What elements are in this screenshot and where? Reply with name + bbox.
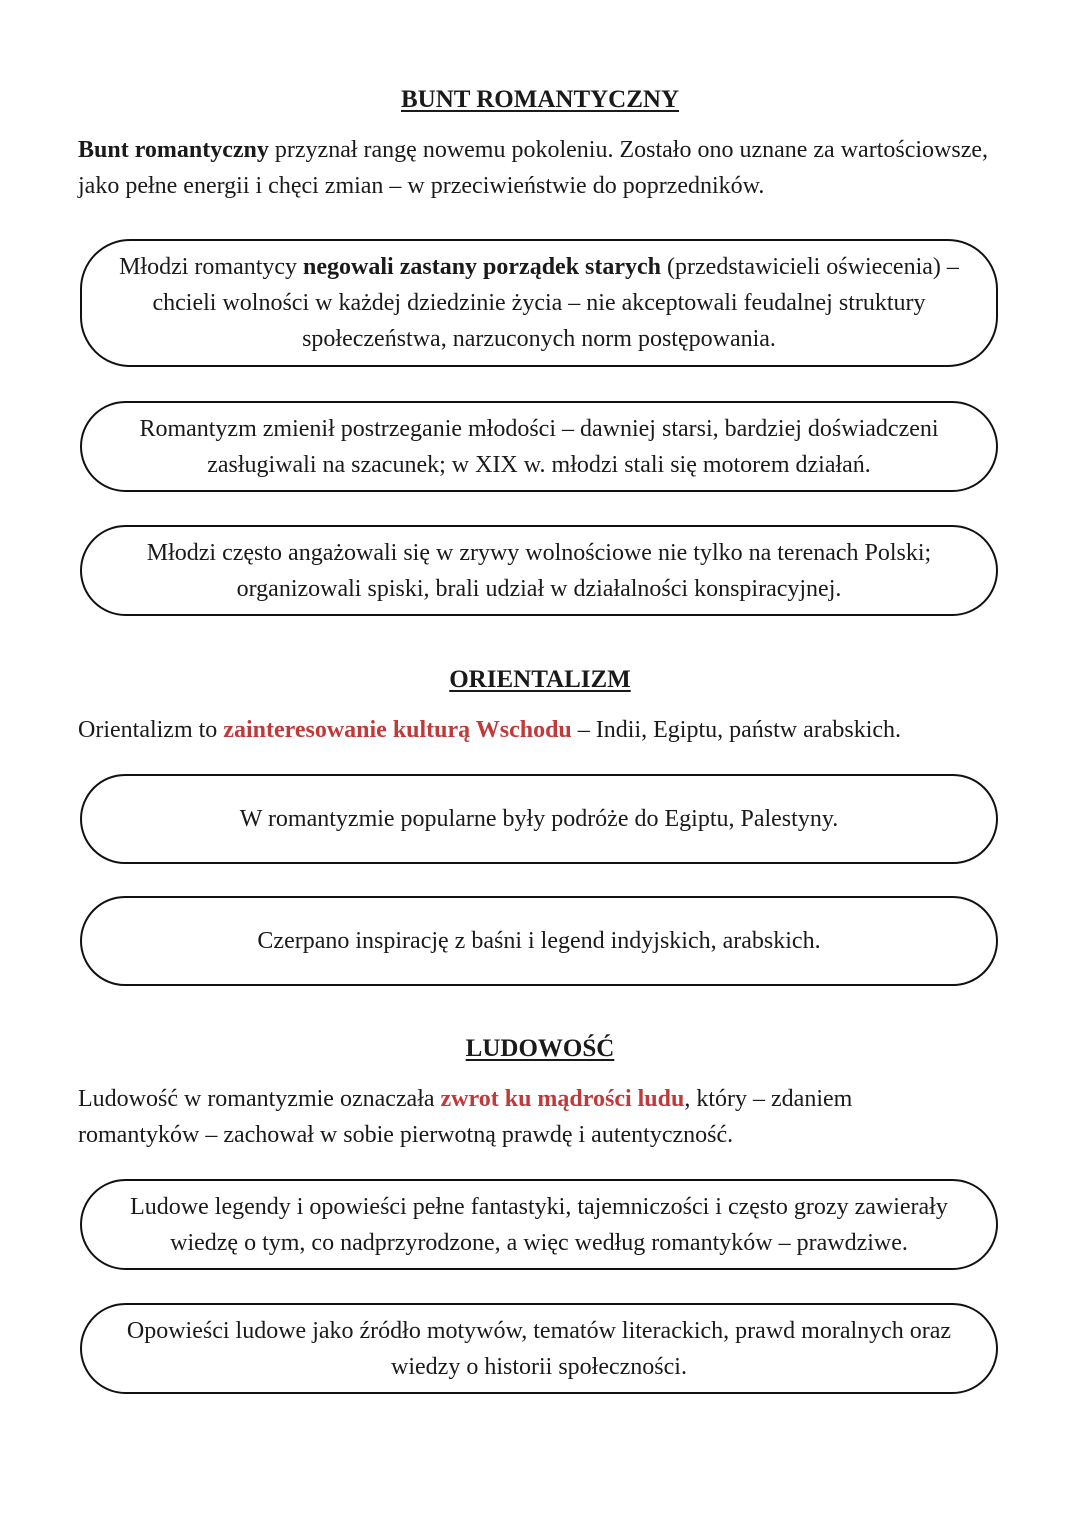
- intro-orientalizm-a: Orientalizm to: [78, 717, 224, 743]
- intro-bunt-romantyczny: [78, 132, 1008, 204]
- intro-ludowosc-a: Ludowość w romantyzmie oznaczała: [78, 1086, 441, 1112]
- heading-ludowosc: LUDOWOŚĆ: [465, 1035, 615, 1062]
- intro-ludowosc: [78, 1081, 948, 1153]
- bunt-box-2-text: Romantyzm zmienił postrzeganie młodości – dawniej starsi, bardziej doświadczeni zasługiwali na szacunek; w XIX w. młodzi stali się motorem działań.: [139, 415, 939, 478]
- ludowosc-box-2-text: Opowieści ludowe jako źródło motywów, tematów literackich, prawd moralnych oraz wiedzy o historii społeczności.: [126, 1317, 952, 1380]
- intro-ludowosc-highlight: zwrot ku mądrości ludu: [440, 1086, 685, 1112]
- bunt-box-3-text: Młodzi często angażowali się w zrywy wolnościowe nie tylko na terenach Polski; organizowali spiski, brali udział w działalności konspiracyjnej.: [146, 539, 932, 602]
- intro-orientalizm-b: – Indii, Egiptu, państw arabskich.: [571, 717, 902, 743]
- orientalizm-box-1: [80, 774, 998, 864]
- intro-bold-term: Bunt romantyczny: [78, 137, 269, 163]
- bunt-box-1-text-a: Młodzi romantycy: [119, 254, 304, 280]
- ludowosc-box-1: [80, 1179, 998, 1270]
- orientalizm-box-2: [80, 896, 998, 986]
- ludowosc-box-1-text: Ludowe legendy i opowieści pełne fantastyki, tajemniczości i często grozy zawierały wiedzę o tym, co nadprzyrodzone, a więc według romantyków – prawdziwe.: [130, 1193, 948, 1256]
- intro-text: przyznał rangę nowemu pokoleniu. Zostało ono uznane za wartościowsze, jako pełne energii i chęci zmian – w przeciwieństwie do poprzedników.: [78, 137, 988, 199]
- bunt-box-1-bold: negowali zastany porządek starych: [303, 254, 662, 280]
- heading-bunt-romantyczny: BUNT ROMANTYCZNY: [400, 86, 680, 113]
- bunt-box-1-text-b: (przedstawicieli oświecenia) – chcieli wolności w każdej dziedzinie życia – nie akceptowali feudalnej struktury społeczeństwa, narzuconych norm postępowania.: [152, 254, 959, 352]
- orientalizm-box-1-text: W romantyzmie popularne były podróże do Egiptu, Palestyny.: [239, 806, 839, 832]
- ludowosc-box-2: [80, 1303, 998, 1394]
- bunt-box-3: [80, 525, 998, 616]
- bunt-box-2: [80, 401, 998, 492]
- bunt-box-1: [80, 239, 998, 367]
- bunt-box-1-text: [100, 249, 978, 357]
- intro-orientalizm: [78, 712, 1008, 748]
- heading-orientalizm: ORIENTALIZM: [449, 666, 631, 693]
- intro-ludowosc-b: , który – zdaniem romantyków – zachował w sobie pierwotną prawdę i autentyczność.: [78, 1086, 853, 1148]
- intro-orientalizm-highlight: zainteresowanie kulturą Wschodu: [223, 717, 572, 743]
- orientalizm-box-2-text: Czerpano inspirację z baśni i legend indyjskich, arabskich.: [257, 928, 821, 954]
